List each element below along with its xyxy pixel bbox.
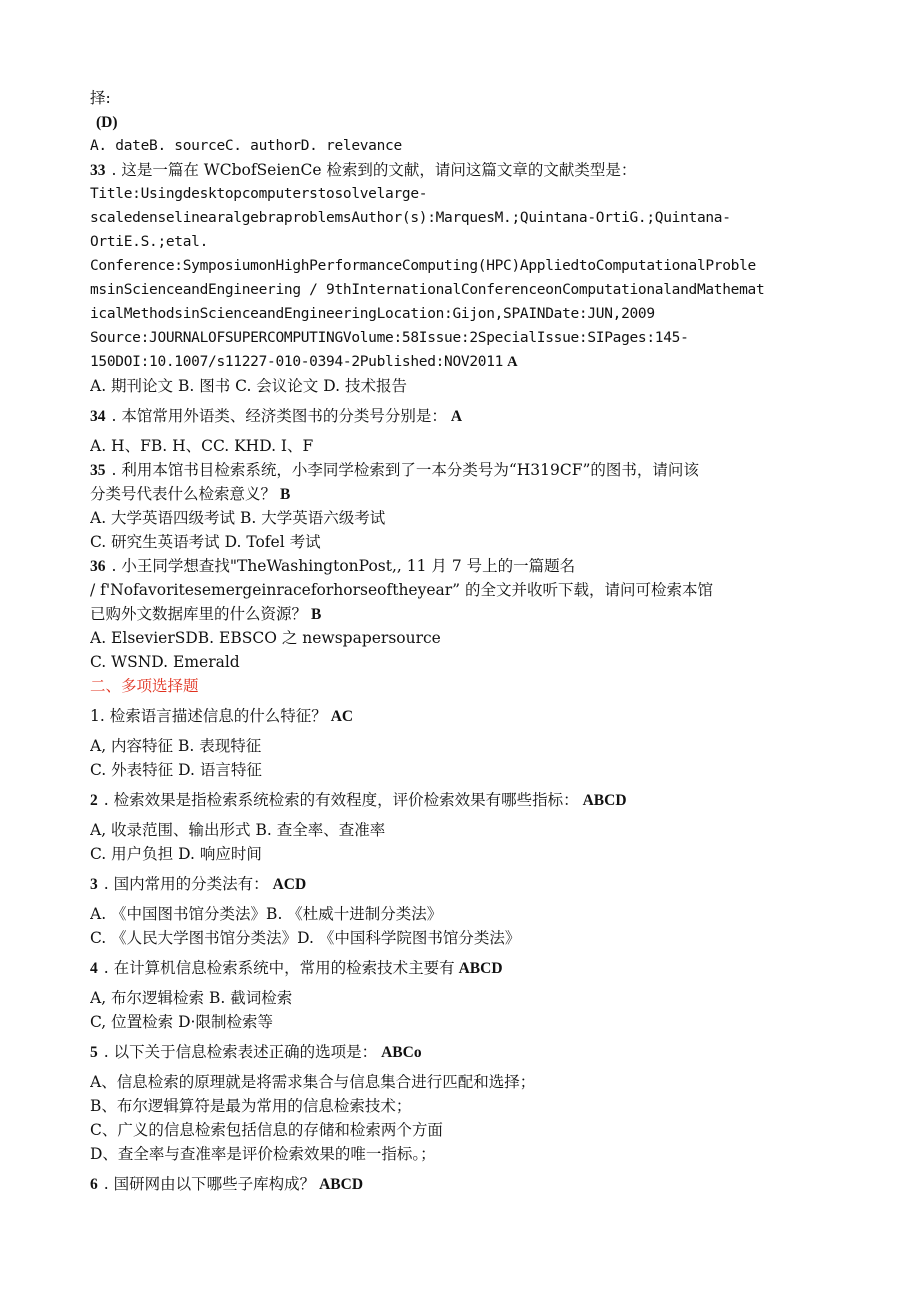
line-text: Conference:SymposiumonHighPerformanceComputing(HPC)AppliedtoComputationalProble: [90, 258, 756, 274]
line-text: scaledenselinearalgebraproblemsAuthor(s):MarquesM.;Quintana-OrtiG.;Quintana-: [90, 210, 731, 226]
question-number: 2: [90, 792, 98, 809]
option-line: [90, 926, 830, 950]
question-text: . 小王同学想查找"TheWashingtonPost,, 11 月 7 号上的一篇题名: [111, 557, 576, 575]
question-text: . 国研网由以下哪些子库构成？: [103, 1175, 316, 1193]
question-number: 5: [90, 1044, 98, 1061]
question-number: 35: [90, 462, 106, 479]
line-text: A. dateB. sourceC. authorD. relevance: [90, 138, 402, 154]
line-text: OrtiE.S.;etal.: [90, 234, 209, 250]
citation-line: [90, 254, 830, 278]
option-line: [90, 650, 830, 674]
line-text: C. 用户负担 D. 响应时间: [90, 845, 262, 863]
citation-line: [90, 182, 830, 206]
line-text: A, 收录范围、输出形式 B. 查全率、查准率: [90, 821, 386, 839]
line-text: icalMethodsinScienceandEngineeringLocation:Gijon,SPAINDate:JUN,2009: [90, 306, 655, 322]
line-text: D、查全率与查准率是评价检索效果的唯一指标。；: [90, 1145, 436, 1163]
line-text: 择:: [90, 89, 111, 107]
section-heading: [90, 674, 830, 698]
question-number: 33: [90, 162, 106, 179]
question-33: [90, 158, 830, 182]
line-text: C, 位置检索 D·限制检索等: [90, 1013, 273, 1031]
citation-line: [90, 230, 830, 254]
line-text: A. 期刊论文 B. 图书 C. 会议论文 D. 技术报告: [90, 377, 407, 395]
option-line: [90, 842, 830, 866]
question-m6: [90, 1172, 830, 1196]
question-number: 6: [90, 1176, 98, 1193]
option-line: [90, 1118, 830, 1142]
question-m1: [90, 704, 830, 728]
answer-mark: B: [280, 486, 291, 503]
line-text: C. WSND. Emerald: [90, 653, 240, 671]
option-line: [90, 374, 830, 398]
option-line: [90, 758, 830, 782]
answer-mark: (D): [96, 114, 118, 131]
line-text: 150DOI:10.1007/s11227-010-0394-2Published:NOV2011: [90, 354, 504, 370]
answer-mark: B: [311, 606, 322, 623]
option-line: [90, 1142, 830, 1166]
line-text: / f'Nofavoritesemergeinraceforhorseoftheyear” 的全文并收听下载，请问可检索本馆: [90, 581, 714, 599]
citation-line: [90, 206, 830, 230]
answer-mark: ACD: [272, 876, 307, 893]
question-text: . 本馆常用外语类、经济类图书的分类号分别是：: [111, 407, 447, 425]
line-text: C. 外表特征 D. 语言特征: [90, 761, 262, 779]
question-m3: [90, 872, 830, 896]
question-34: [90, 404, 830, 428]
question-text: . 利用本馆书目检索系统，小李同学检索到了一本分类号为“H319CF”的图书，请问该: [111, 461, 699, 479]
citation-line: [90, 278, 830, 302]
answer-mark: AC: [330, 708, 354, 725]
option-line: [90, 626, 830, 650]
line-text: A. 《中国图书馆分类法》B. 《杜威十进制分类法》: [90, 905, 443, 923]
text-line: [90, 482, 830, 506]
line-text: A, 布尔逻辑检索 B. 截词检索: [90, 989, 293, 1007]
question-number: 34: [90, 408, 106, 425]
question-text: . 国内常用的分类法有：: [103, 875, 269, 893]
option-line: [90, 1070, 830, 1094]
question-text: . 检索效果是指检索系统检索的有效程度，评价检索效果有哪些指标：: [103, 791, 579, 809]
option-line: [90, 530, 830, 554]
line-text: Title:Usingdesktopcomputerstosolvelarge-: [90, 186, 428, 202]
option-line: [90, 1010, 830, 1034]
option-line: [90, 734, 830, 758]
line-text: A. ElsevierSDB. EBSCO 之 newspapersource: [90, 629, 441, 647]
question-text: . 以下关于信息检索表述正确的选项是：: [103, 1043, 378, 1061]
question-number: 3: [90, 876, 98, 893]
text-line: [90, 86, 830, 110]
question-m5: [90, 1040, 830, 1064]
question-text: . 这是一篇在 WCbofSeienCe 检索到的文献，请问这篇文章的文献类型是：: [111, 161, 637, 179]
line-text: Source:JOURNALOFSUPERCOMPUTINGVolume:58Issue:2SpecialIssue:SIPages:145-: [90, 330, 689, 346]
question-35: [90, 458, 830, 482]
option-line: [90, 1094, 830, 1118]
answer-mark: A: [507, 354, 518, 370]
section-title: 二、多项选择题: [90, 677, 199, 695]
question-text: . 在计算机信息检索系统中，常用的检索技术主要有: [103, 959, 455, 977]
answer-mark: ABCo: [381, 1044, 422, 1061]
text-line: [90, 578, 830, 602]
line-text: 分类号代表什么检索意义？: [90, 485, 277, 503]
line-text: C. 研究生英语考试 D. Tofel 考试: [90, 533, 321, 551]
answer-mark: ABCD: [319, 1176, 364, 1193]
question-36: [90, 554, 830, 578]
document-page: [90, 86, 830, 1196]
line-text: C. 《人民大学图书馆分类法》D. 《中国科学院图书馆分类法》: [90, 929, 521, 947]
option-line: [90, 986, 830, 1010]
citation-line: [90, 350, 830, 374]
line-text: B、布尔逻辑算符是最为常用的信息检索技术；: [90, 1097, 412, 1115]
citation-line: [90, 326, 830, 350]
line-text: A, 内容特征 B. 表现特征: [90, 737, 262, 755]
line-text: A. H、FB. H、CC. KHD. I、F: [90, 437, 314, 455]
option-line: [90, 818, 830, 842]
line-text: A. 大学英语四级考试 B. 大学英语六级考试: [90, 509, 386, 527]
question-m2: [90, 788, 830, 812]
line-text: 已购外文数据库里的什么资源？: [90, 605, 308, 623]
answer-mark: ABCD: [582, 792, 627, 809]
line-text: msinScienceandEngineering / 9thInternationalConferenceonComputationalandMathemat: [90, 282, 765, 298]
citation-line: [90, 302, 830, 326]
option-line: [90, 506, 830, 530]
answer-mark: A: [450, 408, 463, 425]
question-number: 4: [90, 960, 98, 977]
answer-line: [90, 110, 830, 134]
text-line: [90, 602, 830, 626]
line-text: C、广义的信息检索包括信息的存储和检索两个方面: [90, 1121, 443, 1139]
option-line: [90, 134, 830, 158]
option-line: [90, 902, 830, 926]
line-text: A、信息检索的原理就是将需求集合与信息集合进行匹配和选择；: [90, 1073, 536, 1091]
question-m4: [90, 956, 830, 980]
question-text: 1. 检索语言描述信息的什么特征？: [90, 707, 327, 725]
answer-mark: ABCD: [458, 960, 503, 977]
question-number: 36: [90, 558, 106, 575]
option-line: [90, 434, 830, 458]
